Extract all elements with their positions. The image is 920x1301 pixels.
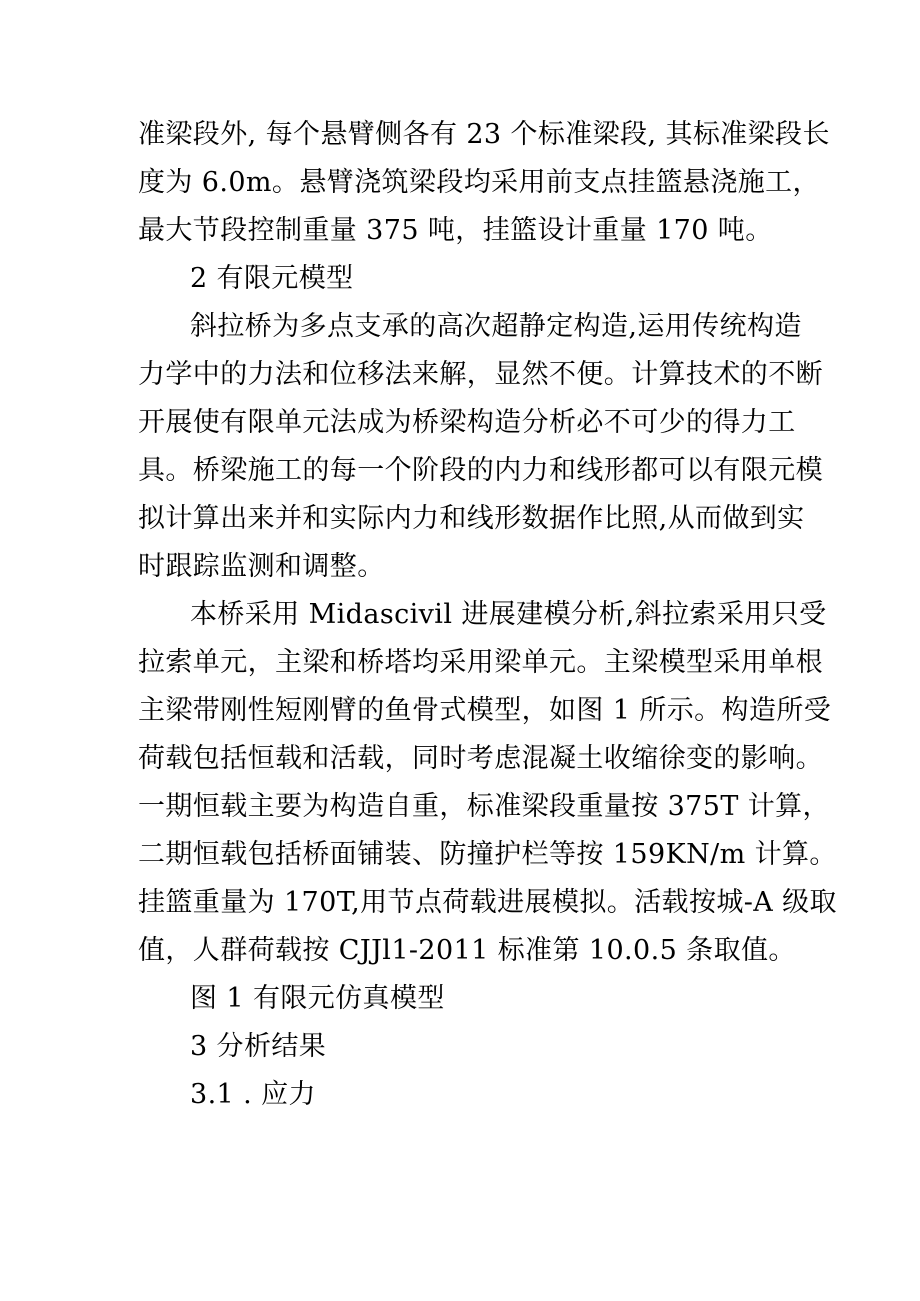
paragraph-3-line-7: 挂篮重量为 170T,用节点荷载进展模拟。活载按城-A 级取 (138, 887, 837, 918)
paragraph-2-line-5: 拟计算出来并和实际内力和线形数据作比照,从而做到实 (138, 503, 805, 534)
paragraph-3-line-5: 一期恒载主要为构造自重，标准梁段重量按 375T 计算， (138, 791, 830, 822)
figure-caption: 图 1 有限元仿真模型 (190, 983, 445, 1014)
paragraph-1-line-2: 度为 6.0m。悬臂浇筑梁段均采用前支点挂篮悬浇施工， (138, 167, 820, 198)
section-heading-3: 3 分析结果 (190, 1031, 327, 1062)
paragraph-2-line-3: 开展使有限单元法成为桥梁构造分析必不可少的得力工 (138, 407, 796, 438)
paragraph-3-line-8: 值，人群荷载按 CJJl1-2011 标准第 10.0.5 条取值。 (138, 935, 796, 966)
paragraph-1-line-3: 最大节段控制重量 375 吨，挂篮设计重量 170 吨。 (138, 215, 773, 246)
paragraph-2-line-2: 力学中的力法和位移法来解，显然不便。计算技术的不断 (138, 359, 823, 390)
section-heading-2: 2 有限元模型 (190, 263, 354, 294)
paragraph-2-line-1: 斜拉桥为多点支承的高次超静定构造,运用传统构造 (190, 311, 802, 342)
paragraph-3-line-4: 荷载包括恒载和活载，同时考虑混凝土收缩徐变的影响。 (138, 743, 823, 774)
paragraph-3-line-1: 本桥采用 Midascivil 进展建模分析,斜拉索采用只受 (190, 599, 827, 630)
paragraph-3-line-2: 拉索单元，主梁和桥塔均采用梁单元。主梁模型采用单根 (138, 647, 823, 678)
subsection-heading-3-1: 3.1 . 应力 (190, 1079, 316, 1110)
paragraph-1-line-1: 准梁段外, 每个悬臂侧各有 23 个标准梁段, 其标准梁段长 (138, 119, 830, 150)
paragraph-2-line-6: 时跟踪监测和调整。 (138, 551, 385, 582)
paragraph-3-line-3: 主梁带刚性短刚臂的鱼骨式模型，如图 1 所示。构造所受 (138, 695, 832, 726)
paragraph-2-line-4: 具。桥梁施工的每一个阶段的内力和线形都可以有限元模 (138, 455, 823, 486)
paragraph-3-line-6: 二期恒载包括桥面铺装、防撞护栏等按 159KN/m 计算。 (138, 839, 837, 870)
